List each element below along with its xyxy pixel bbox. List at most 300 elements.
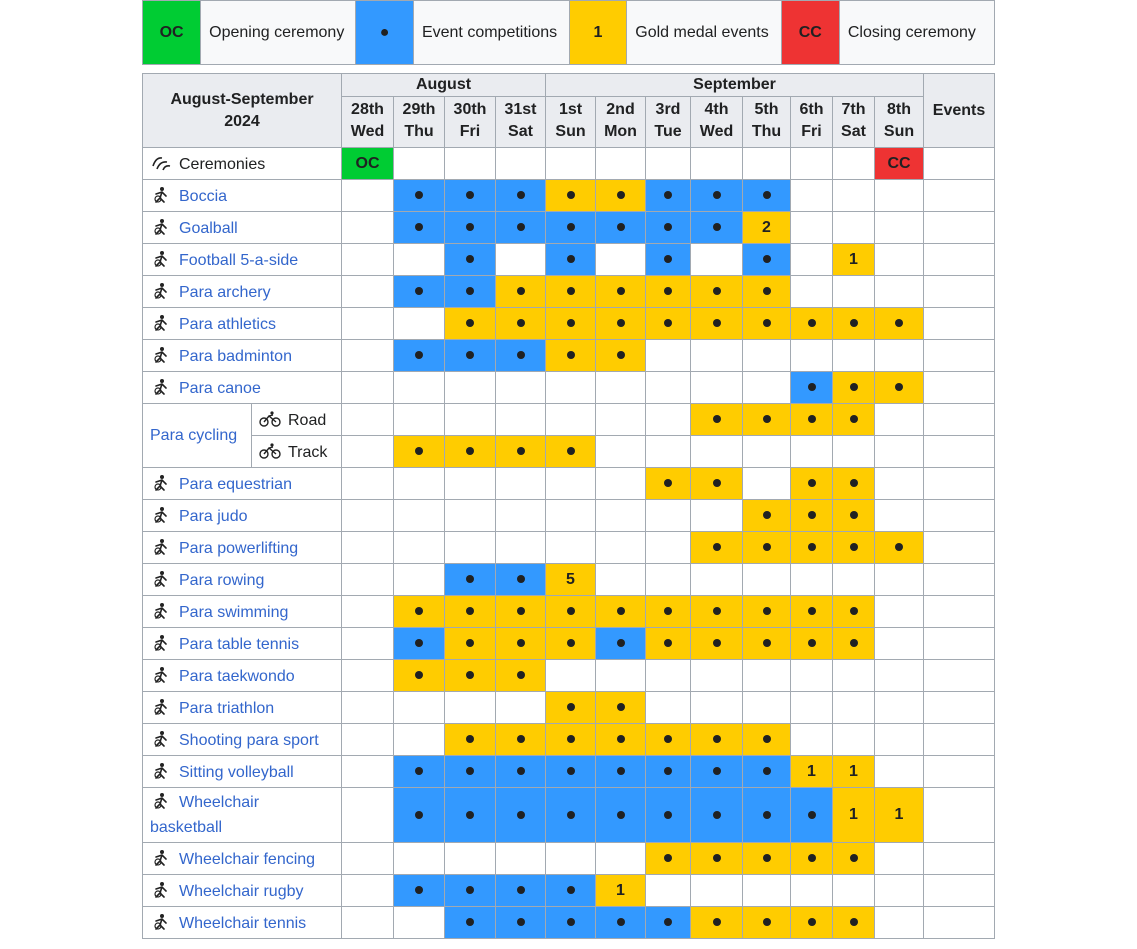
empty-cell	[791, 875, 833, 907]
empty-cell	[791, 276, 833, 308]
month-header: August	[342, 74, 546, 97]
sport-link[interactable]: Para archery	[179, 283, 271, 301]
dot-icon	[808, 319, 816, 327]
dot-icon	[763, 543, 771, 551]
event-competition-cell	[394, 340, 445, 372]
events-count-cell	[924, 628, 995, 660]
day-header	[496, 97, 546, 148]
gold-medal-cell	[646, 468, 691, 500]
empty-cell	[875, 436, 924, 468]
gold-medal-cell	[691, 276, 743, 308]
day-header	[791, 97, 833, 148]
dot-icon	[617, 351, 625, 359]
empty-cell	[691, 148, 743, 180]
empty-cell	[691, 692, 743, 724]
day-header	[342, 97, 394, 148]
schedule-row	[143, 404, 995, 436]
dot-icon	[808, 383, 816, 391]
event-competition-cell	[791, 372, 833, 404]
dot-icon	[466, 886, 474, 894]
schedule-row	[143, 276, 995, 308]
sport-link[interactable]: Football 5-a-side	[179, 251, 299, 269]
legend-swatch: OC	[143, 1, 201, 65]
gold-medal-cell	[546, 596, 596, 628]
dot-icon	[517, 575, 525, 583]
empty-cell	[342, 308, 394, 340]
closing-ceremony-cell: CC	[875, 148, 924, 180]
empty-cell	[875, 724, 924, 756]
dot-icon	[808, 811, 816, 819]
sport-link[interactable]: Para swimming	[179, 603, 289, 621]
gold-medal-cell	[394, 596, 445, 628]
event-competition-cell	[743, 756, 791, 788]
sport-cell[interactable]	[143, 532, 342, 564]
sport-subcategory	[252, 436, 342, 468]
gold-medal-count: 1	[616, 881, 625, 899]
empty-cell	[596, 468, 646, 500]
sport-link[interactable]: Wheelchair fencing	[179, 850, 316, 868]
dot-icon	[567, 255, 575, 263]
dot-icon	[415, 671, 423, 679]
gold-medal-cell	[791, 628, 833, 660]
gold-medal-cell	[833, 628, 875, 660]
sport-cell[interactable]	[143, 788, 342, 843]
sport-link[interactable]: Para table tennis	[179, 635, 300, 653]
sport-link[interactable]: Para rowing	[179, 571, 265, 589]
dot-icon	[763, 854, 771, 862]
empty-cell	[546, 660, 596, 692]
gold-medal-count-cell	[791, 756, 833, 788]
day-header	[691, 97, 743, 148]
empty-cell	[646, 692, 691, 724]
sport-cell[interactable]	[143, 596, 342, 628]
event-competition-cell	[394, 875, 445, 907]
paralympic-agitos-icon	[150, 154, 172, 172]
gold-medal-cell	[833, 308, 875, 340]
dot-icon	[617, 639, 625, 647]
gold-medal-cell	[596, 340, 646, 372]
empty-cell	[546, 532, 596, 564]
empty-cell	[394, 308, 445, 340]
event-competition-cell	[394, 276, 445, 308]
gold-medal-count: 1	[849, 762, 858, 780]
shooting-para-sport-icon	[150, 730, 172, 748]
event-competition-cell	[496, 875, 546, 907]
gold-medal-cell	[496, 724, 546, 756]
gold-medal-cell	[546, 692, 596, 724]
dot-icon	[517, 886, 525, 894]
day-header	[833, 97, 875, 148]
empty-cell	[646, 372, 691, 404]
sport-link[interactable]: Para triathlon	[179, 699, 275, 717]
empty-cell	[496, 692, 546, 724]
sport-cell[interactable]	[143, 180, 342, 212]
sport-cell[interactable]	[143, 468, 342, 500]
gold-medal-cell	[596, 692, 646, 724]
legend-table	[142, 0, 995, 65]
gold-medal-cell	[496, 308, 546, 340]
sport-link[interactable]: Wheelchair tennis	[179, 914, 307, 932]
event-competition-cell	[496, 180, 546, 212]
event-competition-cell	[445, 276, 496, 308]
empty-cell	[875, 212, 924, 244]
sport-group-link[interactable]: Para cycling	[150, 426, 238, 444]
event-competition-cell	[791, 788, 833, 843]
dot-icon	[808, 511, 816, 519]
sport-link[interactable]: Para taekwondo	[179, 667, 295, 685]
gold-medal-cell	[546, 340, 596, 372]
gold-medal-cell	[743, 596, 791, 628]
legend-label: Event competitions	[413, 1, 569, 65]
empty-cell	[596, 843, 646, 875]
empty-cell	[833, 148, 875, 180]
gold-medal-cell	[646, 724, 691, 756]
events-count-cell	[924, 596, 995, 628]
empty-cell	[646, 436, 691, 468]
gold-medal-cell	[394, 660, 445, 692]
sport-link[interactable]: Goalball	[179, 219, 238, 237]
dot-icon	[617, 607, 625, 615]
sport-cell[interactable]	[143, 276, 342, 308]
events-count-cell	[924, 404, 995, 436]
day-date: 3rd	[655, 101, 681, 118]
gold-medal-cell	[743, 628, 791, 660]
empty-cell	[496, 244, 546, 276]
boccia-icon	[150, 186, 172, 204]
events-count-cell	[924, 692, 995, 724]
dot-icon	[664, 191, 672, 199]
gold-medal-cell	[691, 468, 743, 500]
dot-icon	[713, 543, 721, 551]
empty-cell	[342, 532, 394, 564]
empty-cell	[394, 843, 445, 875]
sport-cell[interactable]	[143, 308, 342, 340]
schedule-table	[142, 73, 995, 939]
empty-cell	[691, 564, 743, 596]
empty-cell	[691, 660, 743, 692]
sport-cell[interactable]	[143, 564, 342, 596]
sport-cell[interactable]	[143, 500, 342, 532]
empty-cell	[743, 660, 791, 692]
dot-icon	[713, 639, 721, 647]
gold-medal-cell	[646, 308, 691, 340]
dot-icon	[664, 319, 672, 327]
sport-name: Ceremonies	[179, 155, 266, 173]
sport-cell[interactable]	[143, 372, 342, 404]
dot-icon	[850, 854, 858, 862]
empty-cell	[875, 875, 924, 907]
dot-icon	[466, 811, 474, 819]
dot-icon	[713, 918, 721, 926]
sport-group-label[interactable]	[143, 404, 252, 468]
day-date: 1st	[558, 101, 583, 118]
sport-cell[interactable]	[143, 907, 342, 939]
empty-cell	[691, 436, 743, 468]
event-competition-cell	[743, 788, 791, 843]
wheelchair-tennis-icon	[150, 913, 172, 931]
dot-icon	[713, 854, 721, 862]
event-competition-cell	[445, 244, 496, 276]
sport-link[interactable]: Para equestrian	[179, 475, 292, 493]
gold-medal-cell	[691, 907, 743, 939]
sport-cell[interactable]	[143, 692, 342, 724]
gold-medal-cell	[875, 308, 924, 340]
sport-link[interactable]: Para badminton	[179, 347, 292, 365]
dot-icon	[664, 767, 672, 775]
dot-icon	[713, 223, 721, 231]
sport-cell[interactable]	[143, 724, 342, 756]
events-count-cell	[924, 276, 995, 308]
gold-medal-cell	[445, 724, 496, 756]
gold-medal-cell	[791, 500, 833, 532]
event-competition-cell	[445, 180, 496, 212]
empty-cell	[833, 724, 875, 756]
empty-cell	[394, 532, 445, 564]
empty-cell	[394, 148, 445, 180]
gold-medal-cell	[596, 724, 646, 756]
dot-icon	[763, 191, 771, 199]
event-competition-cell	[445, 788, 496, 843]
gold-medal-cell	[646, 628, 691, 660]
empty-cell	[342, 628, 394, 660]
day-date: 4th	[704, 101, 729, 118]
day-weekday: Mon	[604, 123, 637, 140]
dot-icon	[763, 639, 771, 647]
empty-cell	[342, 660, 394, 692]
empty-cell	[791, 212, 833, 244]
day-header	[646, 97, 691, 148]
event-competition-cell	[546, 244, 596, 276]
dot-icon	[713, 735, 721, 743]
gold-medal-count: 5	[566, 570, 575, 588]
day-weekday: Thu	[404, 123, 434, 140]
gold-medal-cell	[646, 276, 691, 308]
sport-link[interactable]: Para powerlifting	[179, 539, 299, 557]
sport-cell[interactable]	[143, 843, 342, 875]
month-header: September	[546, 74, 924, 97]
empty-cell	[875, 756, 924, 788]
day-header	[596, 97, 646, 148]
empty-cell	[445, 500, 496, 532]
dot-icon	[850, 319, 858, 327]
dot-icon	[466, 319, 474, 327]
schedule-row	[143, 564, 995, 596]
empty-cell	[743, 148, 791, 180]
gold-medal-cell	[743, 276, 791, 308]
sport-link[interactable]: Boccia	[179, 187, 228, 205]
day-weekday: Tue	[654, 123, 682, 140]
empty-cell	[546, 404, 596, 436]
event-competition-cell	[596, 212, 646, 244]
dot-icon	[850, 415, 858, 423]
event-competition-cell	[743, 180, 791, 212]
sport-cell[interactable]	[143, 875, 342, 907]
empty-cell	[496, 532, 546, 564]
empty-cell	[743, 340, 791, 372]
day-header	[743, 97, 791, 148]
day-date: 28th	[351, 101, 384, 118]
gold-medal-cell	[875, 532, 924, 564]
empty-cell	[394, 468, 445, 500]
empty-cell	[546, 468, 596, 500]
dot-icon	[415, 287, 423, 295]
legend-label: Opening ceremony	[201, 1, 356, 65]
event-competition-cell	[496, 340, 546, 372]
empty-cell	[875, 596, 924, 628]
para-swimming-icon	[150, 602, 172, 620]
gold-medal-cell	[691, 532, 743, 564]
para-equestrian-icon	[150, 474, 172, 492]
sport-cell[interactable]	[143, 660, 342, 692]
schedule-row	[143, 212, 995, 244]
sport-link[interactable]: Para canoe	[179, 379, 261, 397]
events-count-cell	[924, 907, 995, 939]
sport-cell[interactable]	[143, 244, 342, 276]
gold-medal-cell	[596, 180, 646, 212]
gold-medal-cell	[646, 596, 691, 628]
event-competition-cell	[445, 340, 496, 372]
event-competition-cell	[596, 756, 646, 788]
day-weekday: Sun	[883, 123, 915, 140]
empty-cell	[496, 148, 546, 180]
dot-icon	[664, 735, 672, 743]
para-triathlon-icon	[150, 698, 172, 716]
dot-icon	[517, 671, 525, 679]
dot-icon	[466, 575, 474, 583]
empty-cell	[646, 340, 691, 372]
event-competition-cell	[496, 756, 546, 788]
dot-icon	[763, 287, 771, 295]
empty-cell	[596, 564, 646, 596]
dot-icon	[567, 607, 575, 615]
wheelchair-rugby-icon	[150, 881, 172, 899]
gold-medal-count-cell	[743, 212, 791, 244]
dot-icon	[415, 639, 423, 647]
empty-cell	[596, 500, 646, 532]
empty-cell	[496, 468, 546, 500]
empty-cell	[691, 340, 743, 372]
sport-link[interactable]: Sitting volleyball	[179, 763, 294, 781]
legend-label: Closing ceremony	[839, 1, 994, 65]
dot-icon	[664, 479, 672, 487]
empty-cell	[445, 404, 496, 436]
legend-swatch: CC	[781, 1, 839, 65]
day-date: 29th	[402, 101, 436, 118]
event-competition-cell	[394, 628, 445, 660]
period-header: August-September 2024	[143, 74, 342, 148]
empty-cell	[596, 404, 646, 436]
event-competition-cell	[394, 756, 445, 788]
dot-icon	[567, 703, 575, 711]
dot-icon	[415, 223, 423, 231]
empty-cell	[875, 692, 924, 724]
para-badminton-icon	[150, 346, 172, 364]
empty-cell	[875, 340, 924, 372]
empty-cell	[691, 372, 743, 404]
sport-link[interactable]: Para judo	[179, 507, 248, 525]
gold-medal-cell	[445, 596, 496, 628]
dot-icon	[466, 767, 474, 775]
empty-cell	[875, 276, 924, 308]
schedule-row	[143, 148, 995, 180]
dot-icon	[763, 767, 771, 775]
sport-link[interactable]: Para athletics	[179, 315, 276, 333]
para-judo-icon	[150, 506, 172, 524]
dot-icon	[466, 918, 474, 926]
sport-cell[interactable]	[143, 628, 342, 660]
day-header	[875, 97, 924, 148]
dot-icon	[517, 447, 525, 455]
empty-cell	[833, 564, 875, 596]
empty-cell	[342, 340, 394, 372]
dot-icon	[567, 811, 575, 819]
sport-link[interactable]: Shooting para sport	[179, 731, 319, 749]
schedule-row	[143, 875, 995, 907]
event-competition-cell	[394, 180, 445, 212]
gold-medal-cell	[833, 596, 875, 628]
gold-medal-count-cell	[596, 875, 646, 907]
dot-icon	[895, 383, 903, 391]
empty-cell	[875, 468, 924, 500]
gold-medal-cell	[791, 308, 833, 340]
gold-medal-cell	[496, 276, 546, 308]
sport-link[interactable]: Wheelchair rugby	[179, 882, 304, 900]
gold-medal-count-cell	[833, 756, 875, 788]
event-competition-cell	[445, 907, 496, 939]
empty-cell	[791, 724, 833, 756]
event-competition-cell	[496, 564, 546, 596]
event-competition-cell	[743, 244, 791, 276]
gold-medal-count-cell	[546, 564, 596, 596]
day-weekday: Sun	[555, 123, 586, 140]
gold-medal-cell	[546, 436, 596, 468]
dot-icon	[713, 191, 721, 199]
sport-cell[interactable]	[143, 756, 342, 788]
gold-medal-cell	[445, 660, 496, 692]
legend-swatch: ●	[356, 1, 414, 65]
dot-icon	[808, 415, 816, 423]
gold-medal-cell	[743, 308, 791, 340]
para-archery-icon	[150, 282, 172, 300]
sport-cell[interactable]	[143, 340, 342, 372]
dot-icon	[617, 767, 625, 775]
event-competition-cell	[691, 212, 743, 244]
gold-medal-count-cell	[833, 788, 875, 843]
dot-icon	[617, 319, 625, 327]
events-count-cell	[924, 436, 995, 468]
dot-icon	[517, 319, 525, 327]
sport-cell[interactable]	[143, 212, 342, 244]
events-count-cell	[924, 756, 995, 788]
empty-cell	[646, 148, 691, 180]
events-count-cell	[924, 212, 995, 244]
dot-icon	[415, 811, 423, 819]
dot-icon	[850, 543, 858, 551]
gold-medal-count-cell	[875, 788, 924, 843]
gold-medal-cell	[833, 532, 875, 564]
para-powerlifting-icon	[150, 538, 172, 556]
event-competition-cell	[646, 212, 691, 244]
empty-cell	[791, 180, 833, 212]
gold-medal-cell	[596, 276, 646, 308]
empty-cell	[791, 692, 833, 724]
gold-medal-cell	[546, 724, 596, 756]
empty-cell	[833, 276, 875, 308]
event-competition-cell	[546, 212, 596, 244]
dot-icon	[517, 191, 525, 199]
sport-link[interactable]: Wheelchair basketball	[150, 794, 260, 836]
dot-icon	[567, 223, 575, 231]
